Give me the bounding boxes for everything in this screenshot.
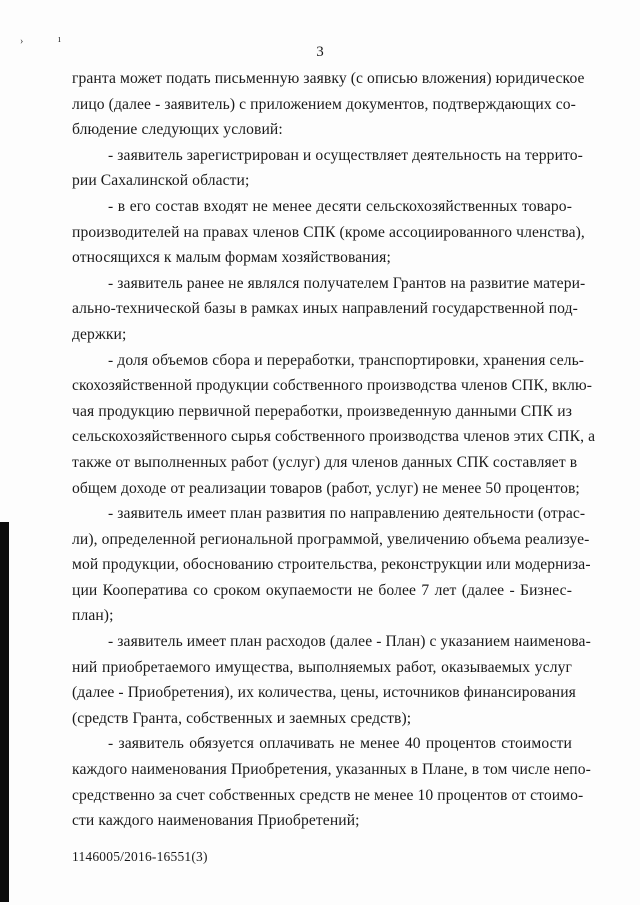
text-line: каждого наименования Приобретения, указанных в Плане, в том числе непо- [72, 761, 591, 779]
text-line: ально-технической базы в рамках иных направлений государственной под- [72, 300, 578, 318]
text-line: - заявитель обязуется оплачивать не менее 40 процентов стоимости [108, 735, 572, 753]
scan-edge-bar [0, 522, 9, 902]
text-line: - в его состав входят не менее десяти сельскохозяйственных товаро- [108, 197, 572, 215]
scan-artifact-mark: ı [58, 34, 61, 45]
text-line: сти каждого наименования Приобретений; [72, 812, 360, 830]
document-body [72, 66, 596, 834]
text-line: гранта может подать письменную заявку (с описью вложения) юридическое [72, 70, 585, 87]
text-line: рии Сахалинской области; [72, 172, 250, 190]
page-number: 3 [316, 44, 324, 60]
text-line: - доля объемов сбора и переработки, транспортировки, хранения сель- [108, 351, 585, 369]
text-line: план); [72, 607, 114, 625]
text-line: мой продукции, обоснованию строительства, реконструкции или модерниза- [72, 556, 591, 574]
text-line: - заявитель зарегистрирован и осуществляет деятельность на террито- [108, 146, 583, 164]
text-line: сельскохозяйственного сырья собственного производства членов этих СПК, а [72, 428, 596, 446]
text-line: блюдение следующих условий: [72, 121, 283, 139]
text-line: производителей на правах членов СПК (кроме ассоциированного членства), [72, 223, 585, 241]
text-line: лицо (далее - заявитель) с приложением документов, подтверждающих со- [72, 95, 576, 113]
text-line: чая продукцию первичной переработки, произведенную данными СПК из [72, 402, 572, 420]
text-line: общем доходе от реализации товаров (работ, услуг) не менее 50 процентов; [72, 479, 580, 497]
text-line: - заявитель имеет план развития по направлению деятельности (отрас- [108, 505, 586, 523]
text-line: также от выполненных работ (услуг) для членов данных СПК составляет в [72, 453, 578, 471]
text-line: - заявитель ранее не являлся получателем Грантов на развитие матери- [108, 274, 586, 292]
text-line: скохозяйственной продукции собственного производства членов СПК, вклю- [72, 377, 593, 395]
text-line: - заявитель имеет план расходов (далее - План) с указанием наименова- [108, 633, 591, 651]
text-line: средственно за счет собственных средств не менее 10 процентов от стоимо- [72, 786, 584, 804]
document-code: 1146005/2016-16551(3) [72, 849, 208, 864]
text-line: ли), определенной региональной программой, увеличению объема реализуе- [72, 530, 590, 548]
text-line: ний приобретаемого имущества, выполняемых работ, оказываемых услуг [72, 658, 572, 676]
scan-artifact-mark: › [20, 36, 24, 47]
text-line: (далее - Приобретения), их количества, цены, источников финансирования [72, 684, 576, 702]
text-line: относящихся к малым формам хозяйствования; [72, 249, 391, 267]
text-line: держки; [72, 325, 127, 343]
text-line: (средств Гранта, собственных и заемных средств); [72, 709, 412, 727]
text-line: ции Кооператива со сроком окупаемости не более 7 лет (далее - Бизнес- [72, 581, 572, 599]
